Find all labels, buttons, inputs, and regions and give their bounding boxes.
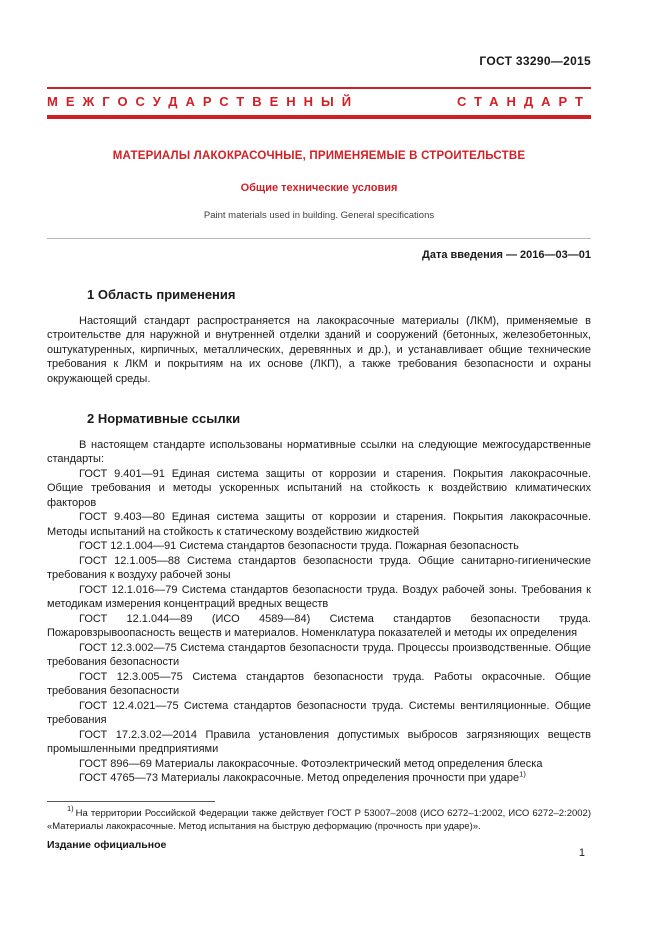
document-title-english: Paint materials used in building. General specifications — [203, 210, 435, 221]
section-1-heading: 1 Область применения — [87, 287, 236, 302]
section-2-intro: В настоящем стандарте использованы нормативные ссылки на следующие межгосударственные стандарты: — [47, 438, 591, 465]
doc-number: ГОСТ 33290—2015 — [479, 54, 591, 68]
reference-item-with-footnote — [47, 771, 591, 786]
reference-item: ГОСТ 12.3.005—75 Система стандартов безопасности труда. Работы окрасочные. Общие требования безопасности — [47, 670, 591, 697]
reference-item: ГОСТ 9.401—91 Единая система защиты от коррозии и старения. Покрытия лакокрасочные. Общие требования и методы ускоренных испытаний на стойкость к воздействию климатических факторов — [47, 467, 591, 509]
effective-date: Дата введения — 2016—03—01 — [422, 248, 591, 261]
footnote-text: На территории Российской Федерации также действует ГОСТ Р 53007–2008 (ИСО 6272–1:2002, ИСО 6272–2:2002) «Материалы лакокрасочные. Метод испытания на быструю деформацию (прочность при ударе)». — [47, 807, 591, 832]
footnote — [47, 804, 591, 833]
title-divider — [47, 238, 591, 239]
document-subtitle: Общие технические условия — [240, 181, 398, 194]
reference-item: ГОСТ 12.1.004—91 Система стандартов безопасности труда. Пожарная безопасность — [79, 540, 519, 552]
footnote-marker: 1) — [519, 769, 526, 779]
footnote-separator — [47, 801, 215, 802]
red-rule-bottom — [47, 115, 591, 119]
reference-item: ГОСТ 12.1.005—88 Система стандартов безопасности труда. Общие санитарно-гигиенические требования к воздуху рабочей зоны — [47, 554, 591, 581]
footnote-number: 1) — [67, 804, 74, 814]
reference-text: ГОСТ 4765—73 Материалы лакокрасочные. Метод определения прочности при ударе — [79, 772, 520, 784]
standard-type-banner — [47, 87, 591, 120]
standard-type-text — [47, 95, 591, 110]
standard-type-word-2: СТАНДАРТ — [456, 93, 591, 109]
standard-type-word-1: МЕЖГОСУДАРСТВЕННЫЙ — [47, 93, 360, 109]
official-edition-label: Издание официальное — [47, 839, 167, 851]
red-rule-top — [47, 87, 591, 89]
document-title: МАТЕРИАЛЫ ЛАКОКРАСОЧНЫЕ, ПРИМЕНЯЕМЫЕ В СТРОИТЕЛЬСТВЕ — [112, 150, 526, 162]
reference-item: ГОСТ 896—69 Материалы лакокрасочные. Фотоэлектрический метод определения блеска — [79, 757, 543, 770]
reference-item: ГОСТ 12.1.044—89 (ИСО 4589—84) Система стандартов безопасности труда. Пожаровзрывоопасность веществ и материалов. Номенклатура показателей и методы их определения — [47, 612, 591, 639]
section-2-heading: 2 Нормативные ссылки — [87, 411, 241, 426]
page-number: 1 — [578, 847, 585, 859]
reference-item: ГОСТ 17.2.3.02—2014 Правила установления допустимых выбросов загрязняющих веществ промышленными предприятиями — [47, 728, 591, 755]
reference-item: ГОСТ 12.3.002—75 Система стандартов безопасности труда. Процессы производственные. Общие требования безопасности — [47, 641, 591, 668]
reference-item: ГОСТ 9.403—80 Единая система защиты от коррозии и старения. Покрытия лакокрасочные. Методы испытаний на стойкость к статическому воздействию жидкостей — [47, 511, 591, 538]
references-list — [47, 467, 591, 786]
reference-item: ГОСТ 12.4.021—75 Система стандартов безопасности труда. Системы вентиляционные. Общие требования — [47, 699, 591, 726]
section-1-paragraph: Настоящий стандарт распространяется на лакокрасочные материалы (ЛКМ), применяемые в строительстве для наружной и внутренней отделки зданий и сооружений (бетонных, железобетонных, оштукатуренных, кирпичных, металлических, деревянных и др.), и устанавливает общие технические требования к ЛКМ и покрытиям на их основе (ЛКП), а также требования безопасности и охраны окружающей среды. — [47, 314, 591, 385]
reference-item: ГОСТ 12.1.016—79 Система стандартов безопасности труда. Воздух рабочей зоны. Требования к методикам измерения концентраций вредных веществ — [47, 583, 591, 610]
